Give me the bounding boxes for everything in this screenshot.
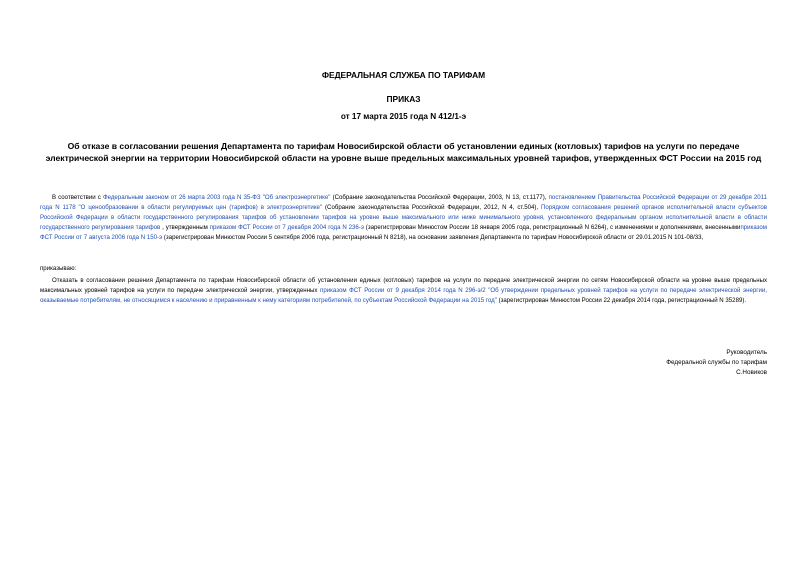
text-fragment: (зарегистрирован Минюстом России 22 декабря 2014 года, регистрационный N 35289). — [496, 297, 747, 305]
prikazyvayu-label: приказываю: — [40, 265, 77, 272]
decision-paragraph — [40, 276, 767, 306]
order-296e2-link[interactable]: приказом ФСТ России от 9 декабря 2014 года N 296-э/2 "Об утверждении предельных уровней тарифов на услуги по передаче электрической энергии, оказываемые потребителям, не относящимся к населению и приравненным к нему категориям потребителей, по субъектам Российской Федерации на 2015 год" — [40, 287, 767, 305]
text-fragment: (зарегистрирован Минюстом России 5 сентября 2006 года, регистрационный N 8218), на основании заявления Департамента по тарифам Новосибирской области от 29.01.2015 N 101-08/33, — [162, 234, 704, 242]
signature-position: Руководитель — [726, 349, 767, 356]
government-decree-link[interactable]: постановлением Правительства Российской Федерации от 29 декабря 2011 года N 1178 "О ценообразовании в области регулируемых цен (тарифов) в электроэнергетике" — [40, 194, 768, 212]
document-title: Об отказе в согласовании решения Департамента по тарифам Новосибирской области об установлении единых (котловых) тарифов на услуги по передаче электрической энергии на территории Новосибирской области на уровне выше предельных максимальных уровней тарифов, утвержденных ФСТ России на 2015 год — [45, 141, 762, 163]
order-236e-link[interactable]: приказом ФСТ России от 7 декабря 2004 года N 236-э — [209, 224, 364, 232]
signature-name: С.Новиков — [736, 369, 767, 376]
text-fragment: , утвержденным — [160, 224, 210, 232]
procedure-link[interactable]: Порядком согласования решений органов исполнительной власти субъектов Российской Федерации в области государственного регулирования тарифов об установлении тарифов на уровне выше максимального или ниже минимального уровня, установленного федеральным органом исполнительной власти в области государственного регулирования тарифов — [40, 204, 767, 232]
doc-type-heading: ПРИКАЗ — [386, 94, 421, 104]
signature-organization: Федеральной службы по тарифам — [666, 359, 767, 366]
order-150e-link[interactable]: приказом ФСТ России от 7 августа 2006 года N 150-э — [40, 224, 767, 242]
text-fragment: (зарегистрирован Минюстом России 18 января 2005 года, регистрационный N 6264), с изменениями и дополнениями, внесенными — [363, 224, 741, 232]
law-link[interactable]: Федеральным законом от 26 марта 2003 года N 35-ФЗ "Об электроэнергетике" — [102, 194, 331, 201]
text-fragment: В соответствии с — [52, 194, 103, 201]
text-fragment: Отказать в согласовании решения Департамента по тарифам Новосибирской области об установлении единых (котловых) тарифов на услуги по передаче электрической энергии по сетям Новосибирской области на уровне выше предельных максимальных уровней тарифов на услуги по передаче электрической энергии, утвержденных — [40, 277, 767, 295]
date-number-heading: от 17 марта 2015 года N 412/1-э — [340, 112, 467, 121]
text-fragment: (Собрание законодательства Российской Федерации, 2003, N 13, ст.1177), — [330, 194, 549, 201]
preamble-paragraph — [40, 193, 767, 243]
agency-heading: ФЕДЕРАЛЬНАЯ СЛУЖБА ПО ТАРИФАМ — [321, 70, 486, 80]
text-fragment: (Собрание законодательства Российской Федерации, 2012, N 4, ст.504), — [322, 204, 542, 212]
